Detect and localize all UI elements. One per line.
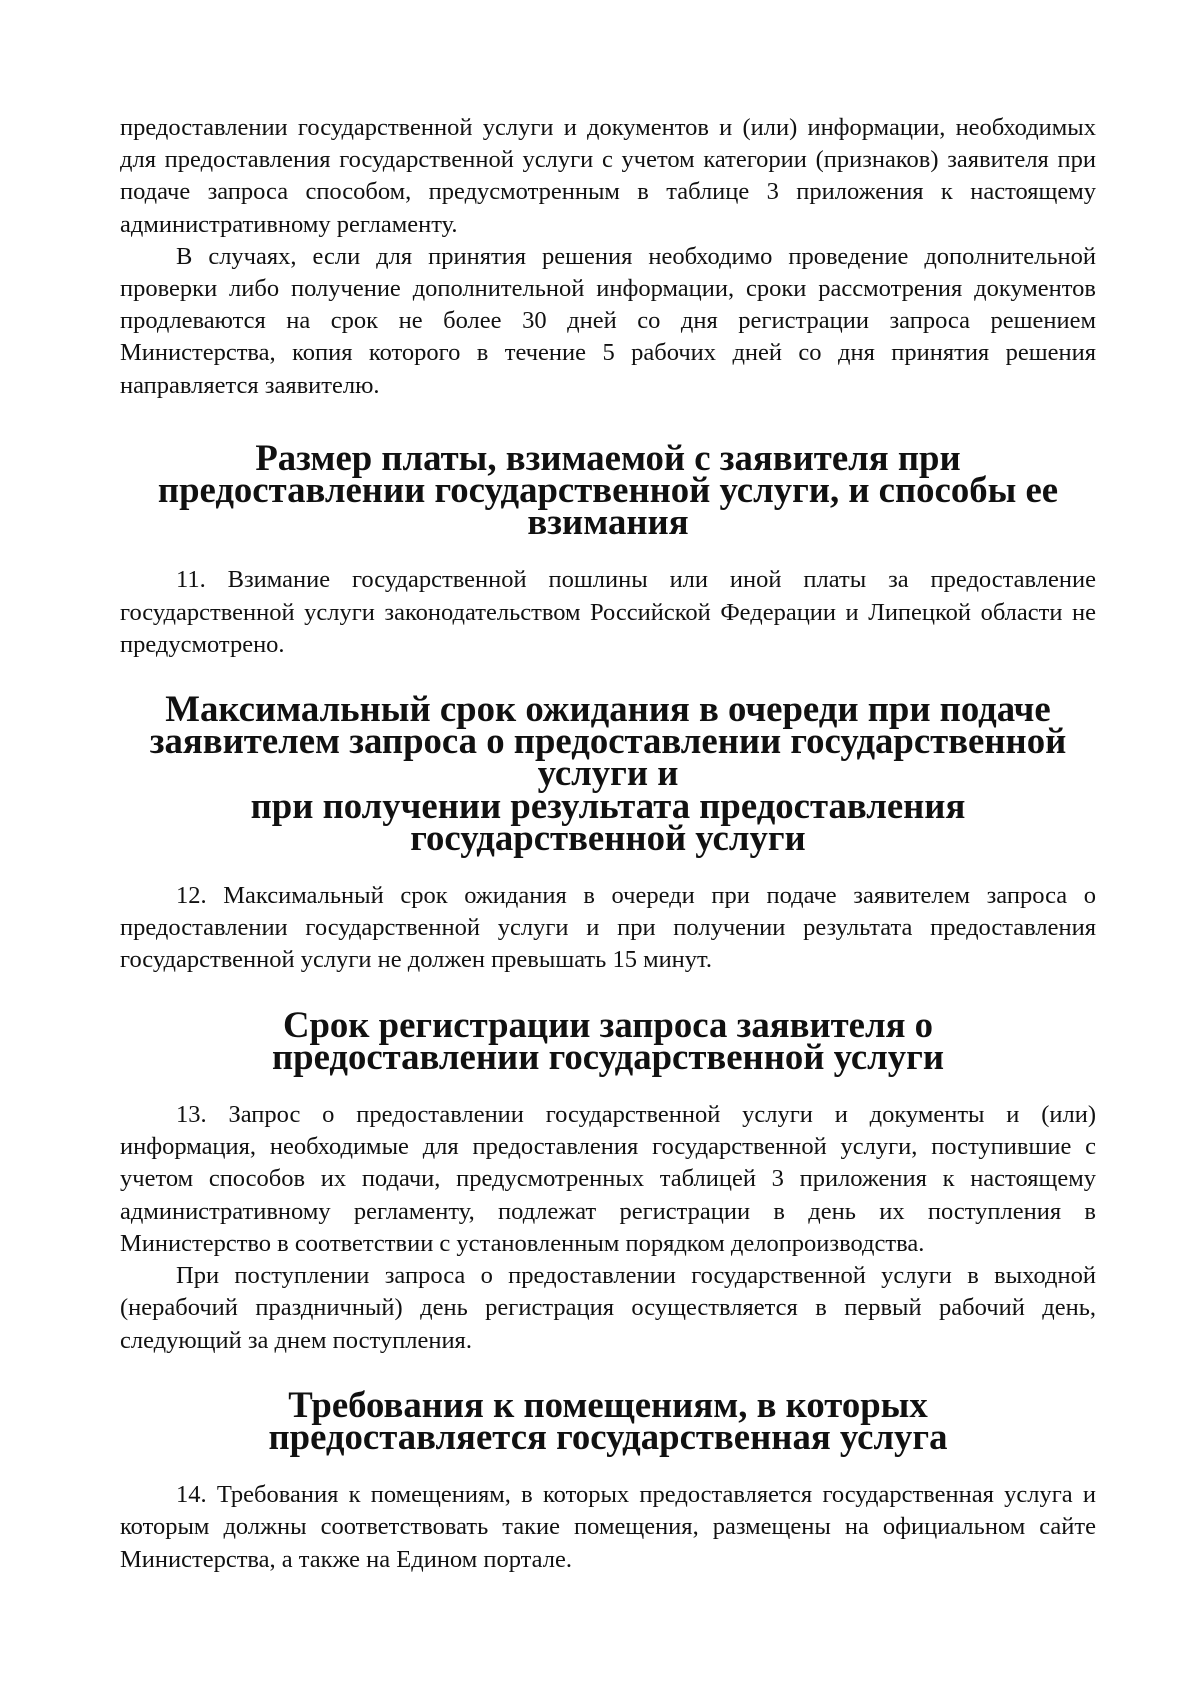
paragraph-13-holiday: При поступлении запроса о предоставлении государственной услуги в выходной (нерабочий праздничный) день регистрация осуществляется в первый рабочий день, следующий за днем поступления. [120, 1262, 1096, 1354]
paragraph-12: 12. Максимальный срок ожидания в очереди при подаче заявителем запроса о предоставлении государственной услуги и при получении результата предоставления государственной услуги не должен превышать 15 минут. [120, 882, 1096, 974]
heading-queue [120, 688, 1096, 858]
paragraph-13: 13. Запрос о предоставлении государственной услуги и документы и (или) информация, необходимые для предоставления государственной услуги, поступившие с учетом способов их подачи, предусмотренных таблицей 3 приложения к настоящему административному регламенту, подлежат регистрации в день их поступления в Министерство в соответствии с установленным порядком делопроизводства. [120, 1101, 1096, 1257]
paragraph-14: 14. Требования к помещениям, в которых предоставляется государственная услуга и которым должны соответствовать такие помещения, размещены на официальном сайте Министерства, а также на Едином портале. [120, 1481, 1096, 1573]
heading-premises-line-1: Требования к помещениям, в которых [288, 1383, 928, 1425]
heading-premises-line-2: предоставляется государственная услуга [268, 1415, 948, 1457]
heading-premises [120, 1383, 1096, 1457]
paragraph-continuation: предоставлении государственной услуги и документов и (или) информации, необходимых для предоставления государственной услуги с учетом категории (признаков) заявителя при подаче запроса способом, предусмотренным в таблице 3 приложения к настоящему административному регламенту. [120, 114, 1096, 238]
document-page [120, 112, 1096, 1576]
paragraph-extension-terms: В случаях, если для принятия решения необходимо проведение дополнительной проверки либо получение дополнительной информации, сроки рассмотрения документов продлеваются на срок не более 30 дней со дня регистрации запроса решением Министерства, копия которого в течение 5 рабочих дней со дня принятия решения направляется заявителю. [120, 242, 1096, 399]
heading-fee-line-1: Размер платы, взимаемой с заявителя при [255, 436, 961, 478]
heading-registration-line-2: предоставлении государственной услуги [271, 1035, 945, 1077]
heading-registration [120, 1003, 1096, 1077]
heading-fee [120, 436, 1096, 543]
heading-queue-line-3: при получении результата предоставления государственной услуги [250, 784, 966, 858]
heading-fee-line-2: предоставлении государственной услуги, и способы ее взимания [157, 469, 1059, 543]
paragraph-11: 11. Взимание государственной пошлины или иной платы за предоставление государственной услуги законодательством Российской Федерации и Липецкой области не предусмотрено. [120, 566, 1096, 658]
heading-registration-line-1: Срок регистрации запроса заявителя о [282, 1003, 934, 1045]
heading-queue-line-1: Максимальный срок ожидания в очереди при подаче [165, 688, 1051, 730]
heading-queue-line-2: заявителем запроса о предоставлении государственной услуги и [149, 720, 1067, 794]
